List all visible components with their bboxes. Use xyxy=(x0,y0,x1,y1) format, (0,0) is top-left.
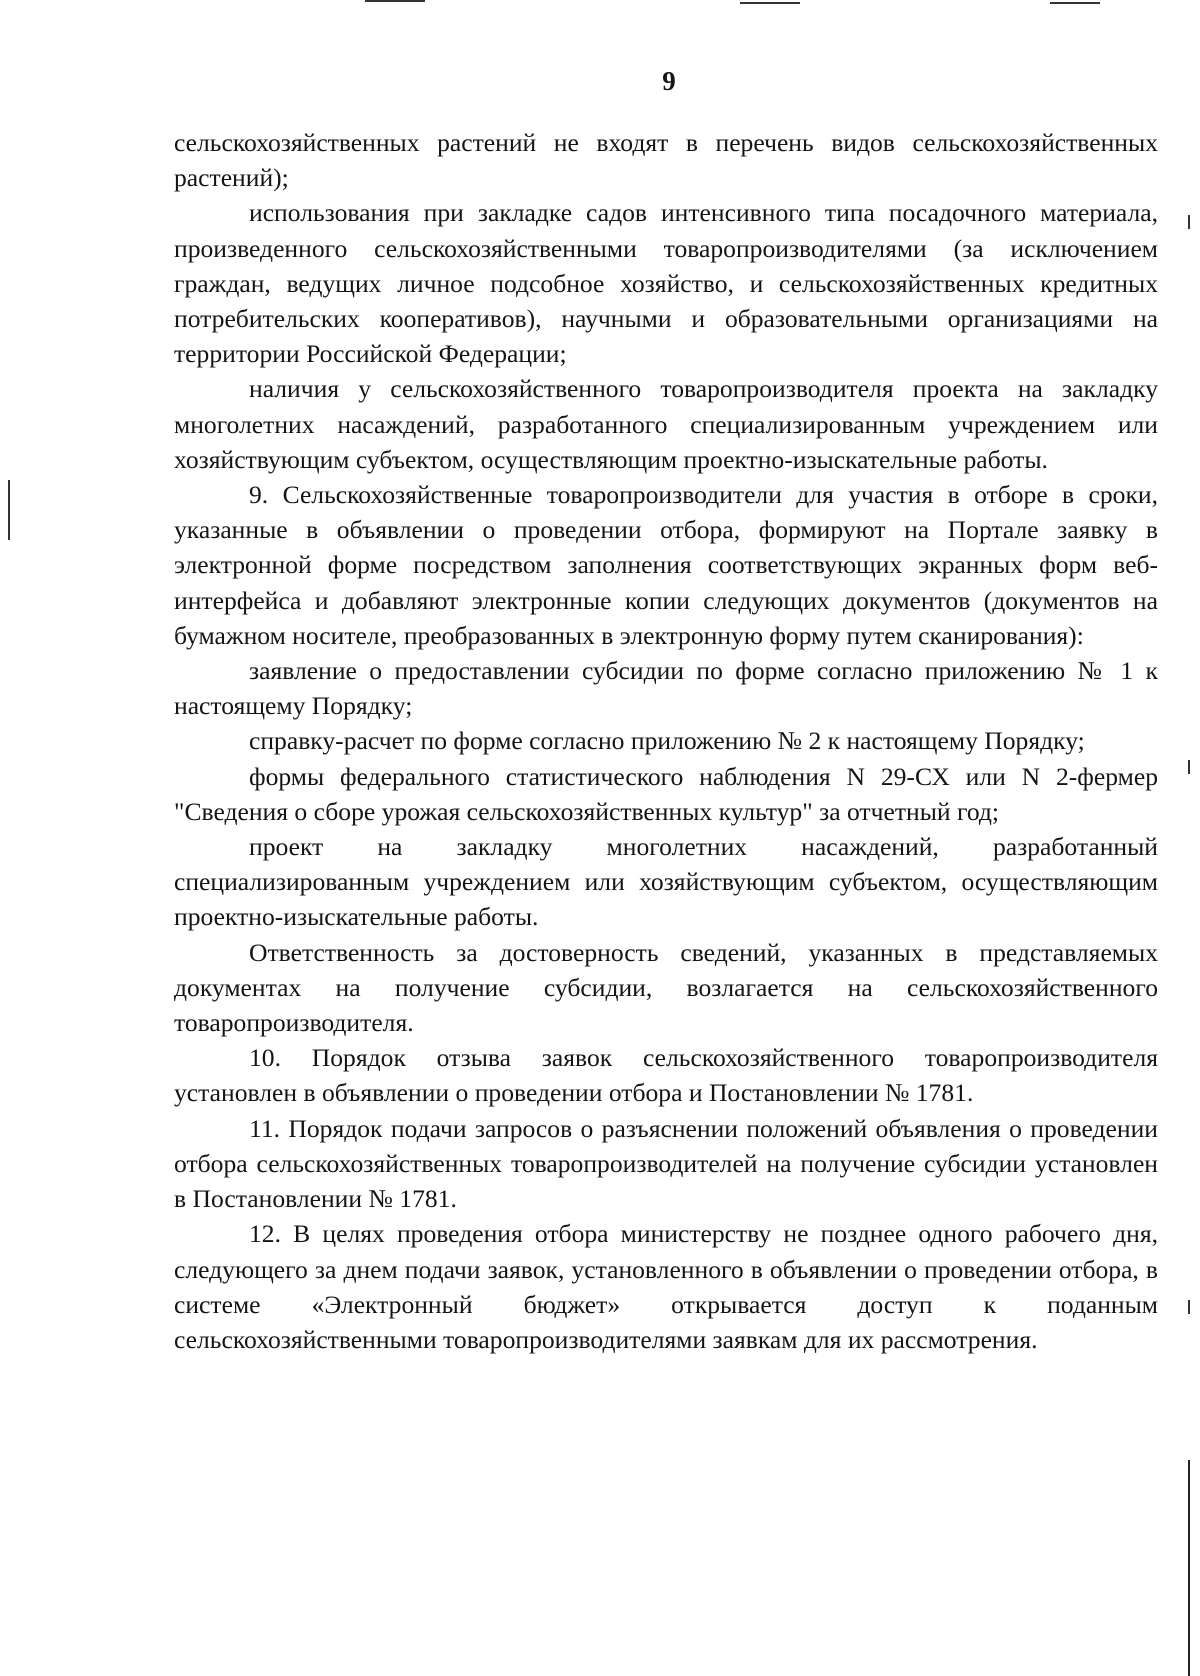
scan-artifact xyxy=(1188,760,1190,774)
paragraph: 11. Порядок подачи запросов о разъяснении положений объявления о проведении отбора сельскохозяйственных товаропроизводителей на получение субсидии установлен в Постановлении № 1781. xyxy=(174,1113,1158,1214)
scan-artifact xyxy=(740,2,800,4)
scan-edge-line xyxy=(1188,1460,1190,1676)
scan-artifact xyxy=(1188,1300,1190,1314)
paragraph: справку-расчет по форме согласно приложению № 2 к настоящему Порядку; xyxy=(249,726,1085,756)
scan-artifact xyxy=(365,0,425,2)
paragraph: 10. Порядок отзыва заявок сельскохозяйственного товаропроизводителя установлен в объявлении о проведении отбора и Постановлении № 1781. xyxy=(174,1043,1158,1108)
paragraph: 9. Сельскохозяйственные товаропроизводители для участия в отборе в сроки, указанные в объявлении о проведении отбора, формируют на Портале заявку в электронной форме посредством заполнения соответствующих экранных форм веб-интерфейса и добавляют электронные копии следующих документов (документов на бумажном носителе, преобразованных в электронную форму путем сканирования): xyxy=(174,480,1158,650)
document-body xyxy=(174,125,1158,1357)
scan-artifact xyxy=(1188,215,1190,229)
paragraph: 12. В целях проведения отбора министерству не позднее одного рабочего дня, следующего за днем подачи заявок, установленного в объявлении о проведении отбора, в системе «Электронный бюджет» открывается доступ к поданным сельскохозяйственными товаропроизводителями заявкам для их рассмотрения. xyxy=(174,1219,1158,1354)
scan-artifact xyxy=(1050,2,1100,4)
paragraph: заявление о предоставлении субсидии по форме согласно приложению № 1 к настоящему Порядку; xyxy=(174,656,1158,721)
paragraph: формы федерального статистического наблюдения N 29-СХ или N 2-фермер "Сведения о сборе урожая сельскохозяйственных культур" за отчетный год; xyxy=(174,761,1158,826)
paragraph: проект на закладку многолетних насаждений, разработанный специализированным учреждением или хозяйствующим субъектом, осуществляющим проектно-изыскательные работы. xyxy=(174,832,1158,932)
paragraph: Ответственность за достоверность сведений, указанных в представляемых документах на получение субсидии, возлагается на сельскохозяйственного товаропроизводителя. xyxy=(174,937,1158,1038)
scan-artifact xyxy=(8,480,10,540)
paragraph: сельскохозяйственных растений не входят в перечень видов сельскохозяйственных растений); xyxy=(174,128,1158,193)
page-number: 9 xyxy=(662,66,676,96)
paragraph: использования при закладке садов интенсивного типа посадочного материала, произведенного сельскохозяйственными товаропроизводителями (за исключением граждан, ведущих личное подсобное хозяйство, и сельскохозяйственных кредитных потребительских кооперативов), научными и образовательными организациями на территории Российской Федерации; xyxy=(174,198,1158,369)
paragraph: наличия у сельскохозяйственного товаропроизводителя проекта на закладку многолетних насаждений, разработанного специализированным учреждением или хозяйствующим субъектом, осуществляющим проектно-изыскательные работы. xyxy=(174,374,1158,474)
